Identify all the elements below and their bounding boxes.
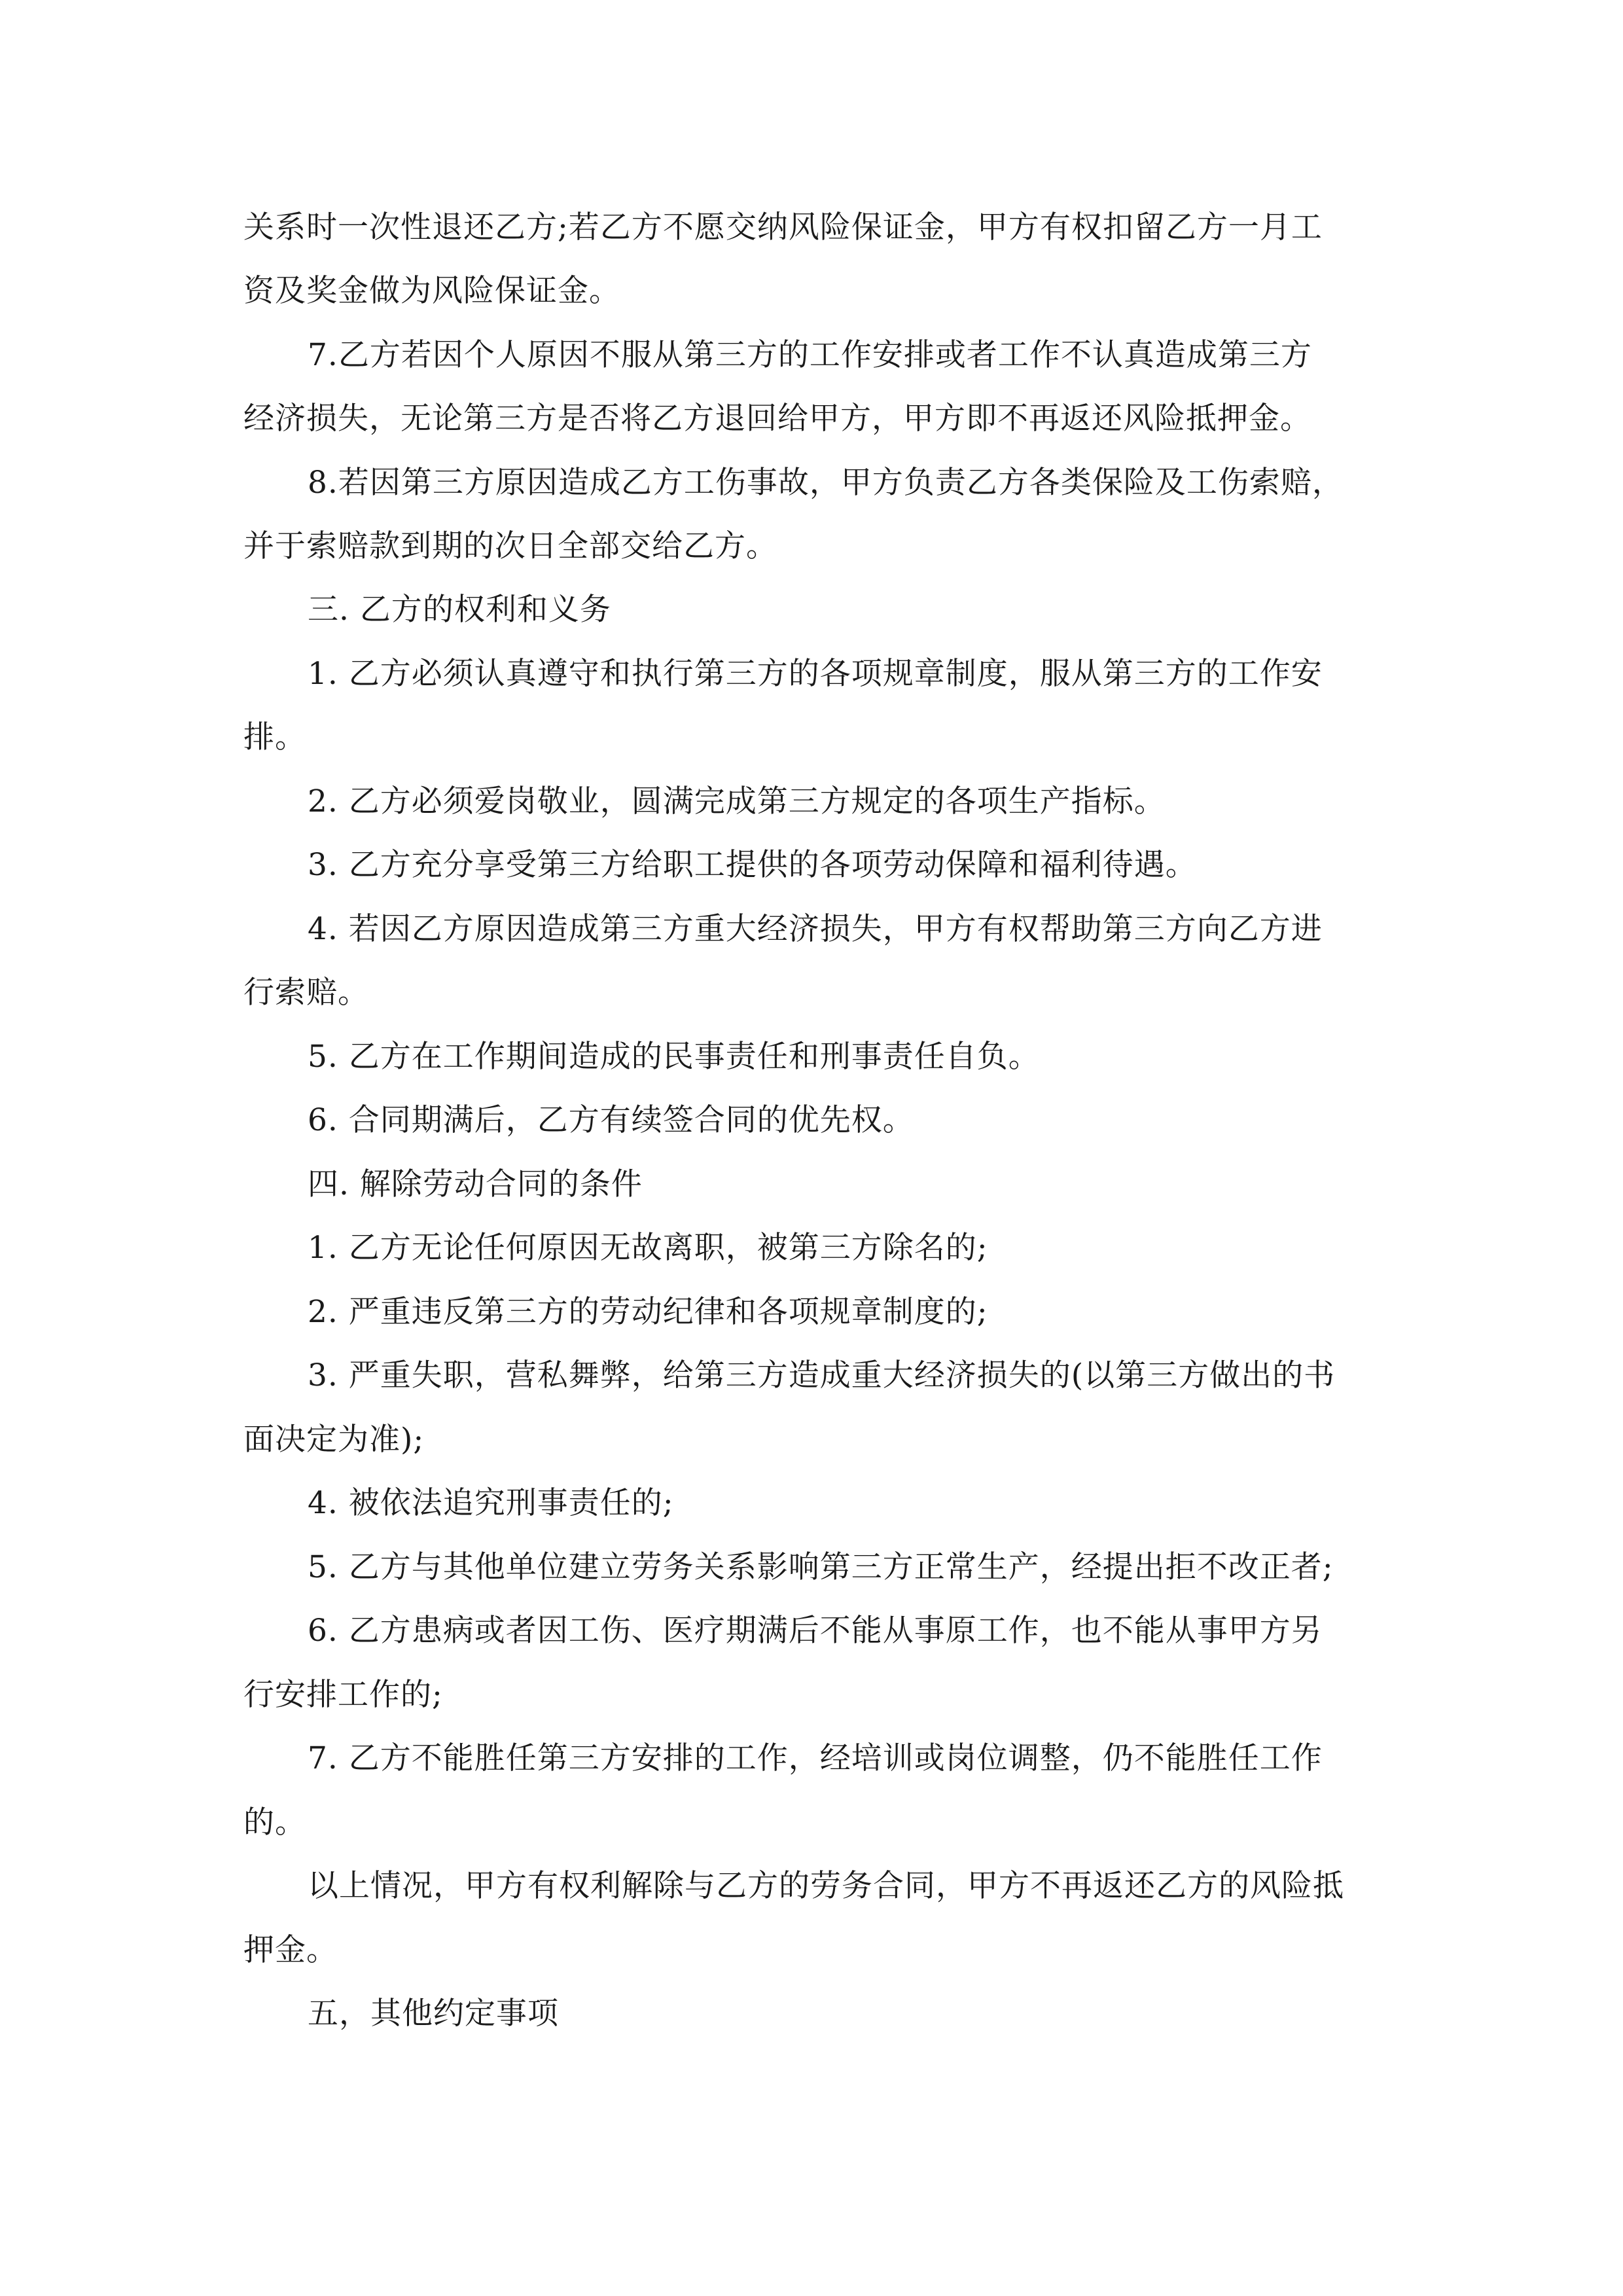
text-line: 3. 乙方充分享受第三方给职工提供的各项劳动保障和福利待遇。 [308,847,1197,883]
text-line: 6. 乙方患病或者因工伤、医疗期满后不能从事原工作，也不能从事甲方另 [308,1613,1323,1649]
text-line: 8.若因第三方原因造成乙方工伤事故，甲方负责乙方各类保险及工伤索赔， [308,465,1344,501]
text-line: 6. 合同期满后，乙方有续签合同的优先权。 [308,1102,914,1138]
text-line: 7.乙方若因个人原因不服从第三方的工作安排或者工作不认真造成第三方 [308,337,1312,373]
text-line: 资及奖金做为风险保证金。 [243,273,620,309]
text-line: 排。 [243,719,306,755]
text-line: 5. 乙方在工作期间造成的民事责任和刑事责任自负。 [308,1039,1040,1075]
text-line: 行安排工作的; [243,1677,443,1713]
text-line: 关系时一次性退还乙方;若乙方不愿交纳风险保证金，甲方有权扣留乙方一月工 [243,209,1323,245]
text-line: 5. 乙方与其他单位建立劳务关系影响第三方正常生产，经提出拒不改正者; [308,1549,1334,1585]
text-line: 经济损失，无论第三方是否将乙方退回给甲方，甲方即不再返还风险抵押金。 [243,401,1311,437]
text-line: 7. 乙方不能胜任第三方安排的工作，经培训或岗位调整，仍不能胜任工作 [308,1740,1323,1776]
section-heading: 三. 乙方的权利和义务 [308,592,611,628]
text-line: 押金。 [243,1932,338,1968]
text-line: 4. 被依法追究刑事责任的; [308,1485,674,1521]
text-line: 1. 乙方必须认真遵守和执行第三方的各项规章制度，服从第三方的工作安 [308,656,1323,692]
text-line: 的。 [243,1804,306,1840]
text-line: 2. 乙方必须爱岗敬业，圆满完成第三方规定的各项生产指标。 [308,783,1166,819]
text-line: 并于索赔款到期的次日全部交给乙方。 [243,528,777,564]
text-line: 行索赔。 [243,975,369,1011]
section-heading: 五，其他约定事项 [308,1996,559,2032]
text-line: 面决定为准); [243,1422,425,1458]
text-line: 1. 乙方无论任何原因无故离职，被第三方除名的; [308,1230,988,1266]
section-heading: 四. 解除劳动合同的条件 [308,1166,643,1202]
text-line: 以上情况，甲方有权利解除与乙方的劳务合同，甲方不再返还乙方的风险抵 [308,1868,1344,1904]
text-line: 4. 若因乙方原因造成第三方重大经济损失，甲方有权帮助第三方向乙方进 [308,911,1323,947]
text-line: 2. 严重违反第三方的劳动纪律和各项规章制度的; [308,1294,988,1330]
text-line: 3. 严重失职，营私舞弊，给第三方造成重大经济损失的(以第三方做出的书 [308,1357,1336,1393]
